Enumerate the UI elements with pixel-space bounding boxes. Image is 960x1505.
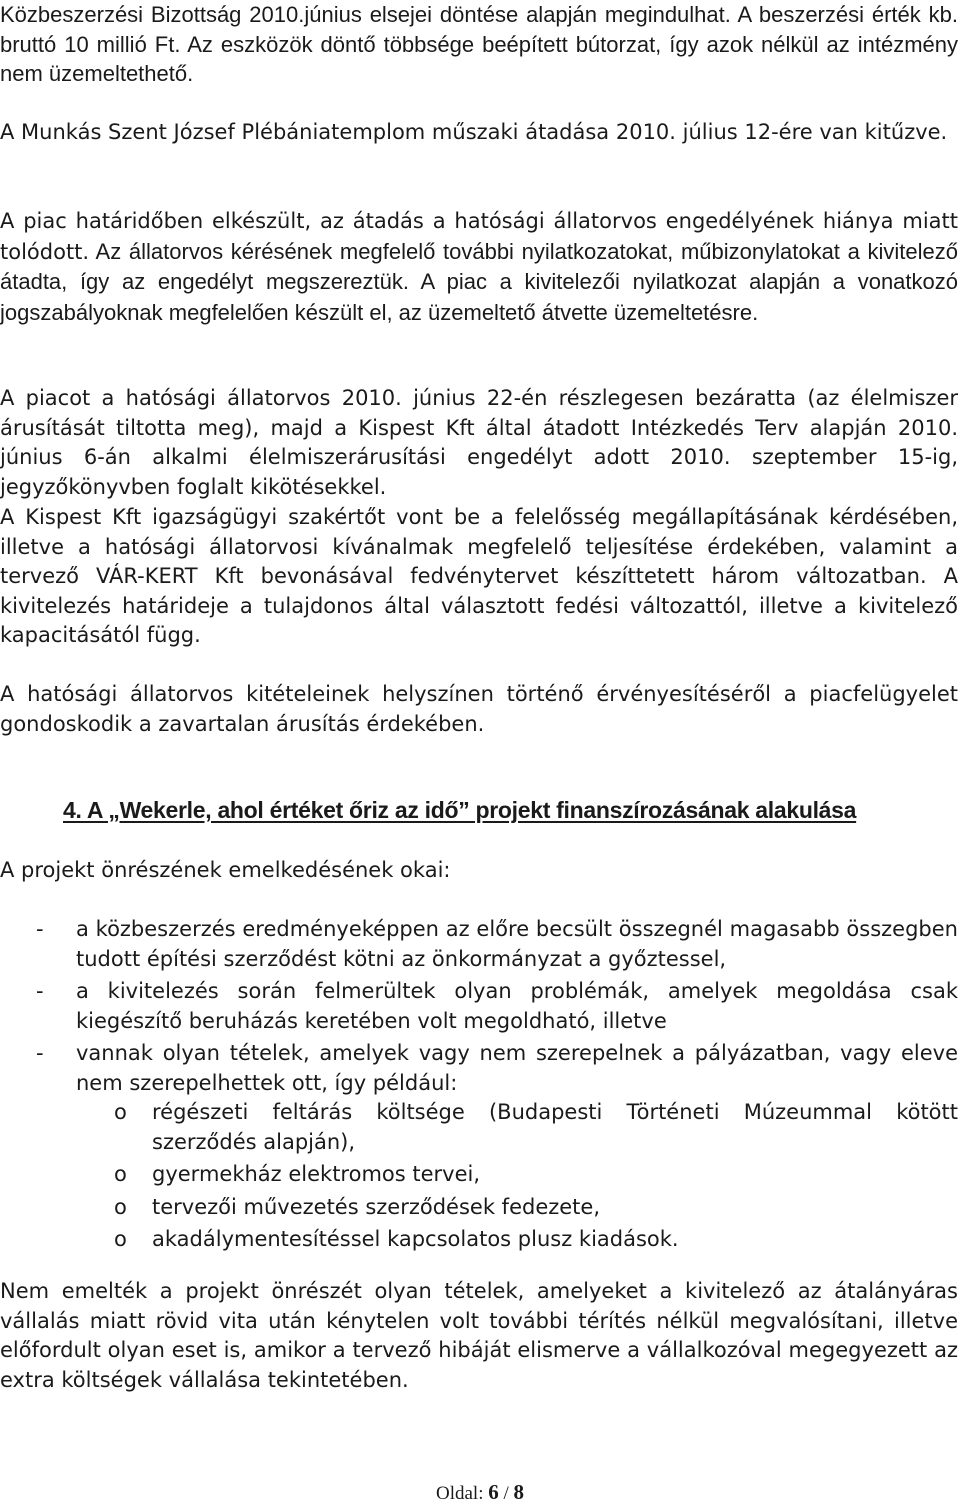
- paragraph-church-handover: [0, 118, 958, 148]
- paragraph-text: A piacot a hatósági állatorvos 2010. június 22-én részlegesen bezáratta (az élelmiszer árusítását tiltotta meg), majd a Kispest Kft által átadott Intézkedés Terv alapján 2010. június 6-án alkalmi élelmiszerárusítási engedélyt adott 2010. szeptember 15-ig, jegyzőkönyvben foglalt kikötésekkel.: [0, 386, 958, 499]
- dash-bullet: -: [36, 917, 44, 941]
- paragraph-text: Közbeszerzési Bizottság 2010.június elsejei döntése alapján megindulhat. A beszerzési érték kb. bruttó 10 millió Ft. Az eszközök döntő többsége beépített bútorzat, így azok nélkül az intézmény nem üzemeltethető.: [0, 2, 958, 86]
- footer-separator: /: [503, 1483, 509, 1504]
- circle-bullet: o: [114, 1162, 127, 1186]
- paragraph-supervision: [0, 680, 958, 739]
- examples-sublist: [76, 1098, 958, 1255]
- circle-bullet: o: [114, 1227, 127, 1251]
- footer-page-total: 8: [513, 1480, 525, 1504]
- paragraph-procurement: [0, 0, 958, 89]
- paragraph-text: A Kispest Kft igazságügyi szakértőt vont be a felelősség megállapításának kérdésében, illetve a hatósági állatorvosi kívánalmak megfelelő teljesítése érdekében, valamint a tervező VÁR-KERT Kft bevonásával fedvénytervet készíttetett három változatban.: [0, 505, 958, 588]
- sublist-item-text: tervezői művezetés szerződések fedezete,: [152, 1194, 601, 1219]
- dash-bullet: -: [36, 1041, 44, 1065]
- paragraph-text: Nem emelték a projekt önrészét olyan tételek, amelyeket a kivitelező az átalányáras vállalás miatt rövid vita után kénytelen volt további térítés nélkül megvalósítani, illetve előfordult olyan eset is, amikor a tervező hibáját elismerve a vállalkozóval megegyezett az extra költségek vállalása tekintetében.: [0, 1279, 958, 1392]
- paragraph-text: A piac a kivitelezői nyilatkozat alapján a vonatkozó jogszabályoknak megfelelően készült el, az üzemeltető átvette üzemeltetésre.: [0, 269, 958, 325]
- section-heading: 4. A „Wekerle, ahol értéket őriz az idő” projekt finanszírozásának alakulása: [63, 797, 857, 823]
- paragraph-text: A piac határidőben elkészült, az átadás a hatósági állatorvos engedélyének hiánya miatt tolódott.: [0, 209, 958, 264]
- reasons-list: [0, 915, 958, 1255]
- paragraph-market: [0, 207, 958, 328]
- paragraph-text: A Munkás Szent József Plébániatemplom műszaki átadása 2010. július 12-ére van kitűzve.: [0, 120, 948, 144]
- list-item: [0, 1039, 958, 1255]
- paragraph-reasons-intro: [0, 856, 958, 886]
- page-footer: [0, 1480, 960, 1505]
- paragraph-market-closure: [0, 384, 958, 502]
- sublist-item: [76, 1098, 958, 1157]
- footer-label: Oldal:: [435, 1483, 484, 1504]
- paragraph-text: A projekt önrészének emelkedésének okai:: [0, 858, 451, 882]
- sublist-item: [76, 1193, 958, 1223]
- footer-page-number: 6: [488, 1480, 499, 1504]
- dash-bullet: -: [36, 979, 44, 1003]
- circle-bullet: o: [114, 1100, 127, 1124]
- sublist-item: [76, 1225, 958, 1255]
- list-item: [0, 915, 958, 974]
- list-item-text: vannak olyan tételek, amelyek vagy nem szerepelnek a pályázatban, vagy eleve nem szerepelhettek ott, így például:: [76, 1041, 958, 1095]
- sublist-item: [76, 1160, 958, 1190]
- sublist-item-text: gyermekház elektromos tervei,: [152, 1162, 481, 1186]
- paragraph-text: A kivitelezés határideje a tulajdonos által választott fedési változattól, illetve a kivitelező kapacitásától függ.: [0, 564, 958, 647]
- paragraph-expert: [0, 503, 958, 651]
- sublist-item-text: akadálymentesítéssel kapcsolatos plusz kiadások.: [152, 1227, 679, 1251]
- paragraph-not-raised: [0, 1277, 958, 1395]
- paragraph-text: A hatósági állatorvos kitételeinek helyszínen történő érvényesítéséről a piacfelügyelet gondoskodik a zavartalan árusítás érdekében.: [0, 682, 958, 736]
- paragraph-text: Az állatorvos kérésének megfelelő további nyilatkozatokat, műbizonylatokat a kivitelező átadta, így az engedélyt megszereztük.: [0, 238, 958, 294]
- circle-bullet: o: [114, 1194, 127, 1219]
- list-item: [0, 977, 958, 1036]
- list-item-text: a kivitelezés során felmerültek olyan problémák, amelyek megoldása csak kiegészítő beruházás keretében volt megoldható, illetve: [76, 979, 958, 1033]
- sublist-item-text: régészeti feltárás költsége (Budapesti Történeti Múzeummal kötött szerződés alapján),: [152, 1100, 958, 1154]
- list-item-text: a közbeszerzés eredményeképpen az előre becsült összegnél magasabb összegben tudott építési szerződést kötni az önkormányzat a győztessel,: [76, 917, 958, 971]
